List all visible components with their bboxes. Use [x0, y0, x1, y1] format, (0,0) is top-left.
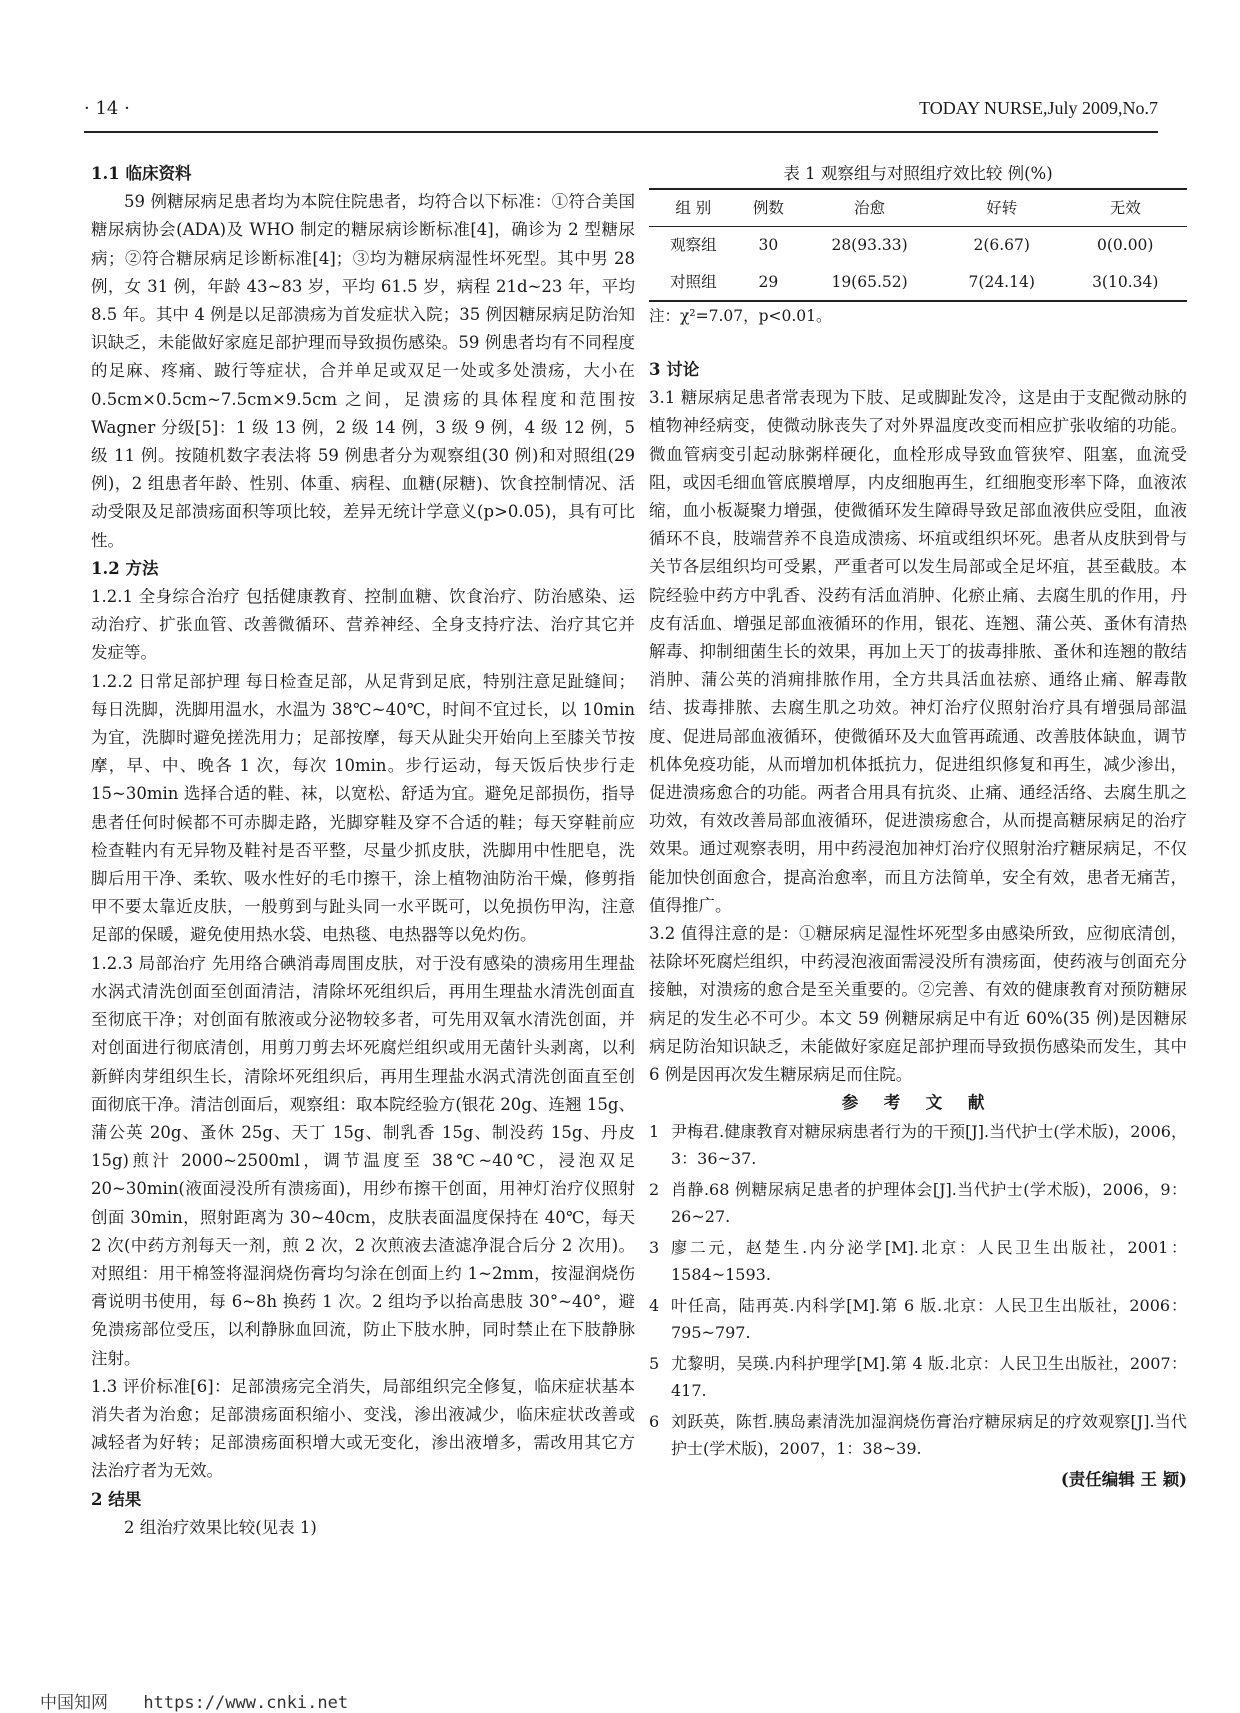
table-cell: 30 [758, 236, 779, 255]
right-column [649, 160, 1187, 1494]
section-1-2-3: 1.2.3 局部治疗 先用络合碘消毒周围皮肤，对于没有感染的溃疡用生理盐水涡式清洗创面至创面清洁，清除坏死组织后，再用生理盐水清洗创面直至彻底干净；对创面有脓液或分泌物较多者，可先用双氧水清洗创面，并对创面进行彻底清创，用剪刀剪去坏死腐烂组织或用无菌针头剥离，以利新鲜肉芽组织生长，清除坏死组织后，再用生理盐水涡式清洗创面直至创面彻底干净。清洁创面后，观察组：取本院经验方(银花 20g、连翘 15g、蒲公英 20g、蚤休 25g、天丁 15g、制乳香 15g、制没药 15g、丹皮 15g)煎汁 2000~2500ml，调节温度至 38℃~40℃，浸泡双足 20~30min(液面浸没所有溃疡面)，用纱布擦干创面，用神灯治疗仪照射创面 30min，照射距离为 30~40cm，皮肤表面温度保持在 40℃，每天 2 次(中药方剂每天一剂，煎 2 次，2 次煎液去渣滤净混合后分 2 次用)。对照组：用干棉签将湿润烧伤膏均匀涂在创面上约 1~2mm，按湿润烧伤膏说明书使用，每 6~8h 换药 1 次。2 组均予以抬高患肢 30°~40°，避免溃疡部位受压，以利静脉血回流，防止下肢水肿，同时禁止在下肢静脉注射。 [91, 953, 635, 1368]
table-header-row [649, 189, 1187, 227]
reference-item [649, 1350, 1187, 1404]
reference-text: 廖二元，赵楚生.内分泌学[M].北京：人民卫生出版社，2001：1584~1593. [671, 1237, 1187, 1284]
table-cell: 观察组 [670, 236, 717, 255]
references-title: 参 考 文 献 [841, 1093, 995, 1113]
reference-item [649, 1408, 1187, 1462]
section-2-title: 2 结果 [91, 1489, 142, 1509]
reference-item [649, 1118, 1187, 1172]
section-1-2-title: 1.2 方法 [91, 558, 159, 578]
reference-number: 4 [649, 1295, 660, 1315]
table-header-cell: 好转 [986, 199, 1018, 218]
table-cell: 7(24.14) [968, 272, 1035, 291]
cnki-url-link[interactable]: https://www.cnki.net [143, 1693, 349, 1713]
header-rule [84, 131, 1158, 133]
reference-text: 尤黎明，吴瑛.内科护理学[M].第 4 版.北京：人民卫生出版社，2007：417. [671, 1353, 1187, 1400]
table-header-cell: 治愈 [854, 199, 886, 218]
table-cell: 3(10.34) [1092, 272, 1159, 291]
table-cell: 对照组 [670, 272, 717, 291]
reference-text: 叶任高，陆再英.内科学[M].第 6 版.北京：人民卫生出版社，2006：795~797. [671, 1295, 1187, 1342]
reference-item [649, 1292, 1187, 1346]
table-header-cell: 无效 [1109, 199, 1141, 218]
left-column [91, 160, 635, 1542]
table-cell: 29 [758, 272, 779, 291]
table-1-note: 注：χ²=7.07，p<0.01。 [649, 306, 832, 325]
table-1 [649, 160, 1187, 330]
table-cell: 0(0.00) [1097, 236, 1154, 255]
section-1-3: 1.3 评价标准[6]：足部溃疡完全消失，局部组织完全修复，临床症状基本消失者为治愈；足部溃疡面积缩小、变浅，渗出液减少，临床症状改善或减轻者为好转；足部溃疡面积增大或无变化，渗出液增多，需改用其它方法治疗者为无效。 [91, 1376, 635, 1481]
section-3-1: 3.1 糖尿病足患者常表现为下肢、足或脚趾发冷，这是由于支配微动脉的植物神经病变，使微动脉丧失了对外界温度改变而相应扩张收缩的功能。微血管病变引起动脉粥样硬化，血栓形成导致血管狭窄、阻塞，血流受阻，或因毛细血管底膜增厚，内皮细胞再生，红细胞变形率下降，血液浓缩，血小板凝聚力增强，使微循环发生障碍导致足部血液供应受阻，血液循环不良，肢端营养不良造成溃疡、坏疽或组织坏死。患者从皮肤到骨与关节各层组织均可受累，严重者可以发生局部或全足坏疽，甚至截肢。本院经验中药方中乳香、没药有活血消肿、化瘀止痛、去腐生肌的作用，丹皮有活血、增强足部血液循环的作用，银花、连翘、蒲公英、蚤休有清热解毒、抑制细菌生长的效果，再加上天丁的拔毒排脓、蚤休和连翘的散结消肿、蒲公英的消痈排脓作用，全方共具活血祛瘀、通络止痛、解毒散结、拔毒排脓、去腐生肌之功效。神灯治疗仪照射治疗具有增强局部温度、促进局部血液循环，使微循环及大血管再疏通、改善肢体缺血，调节机体免疫功能，从而增加机体抵抗力，促进组织修复和再生，减少渗出，促进溃疡愈合的功能。两者合用具有抗炎、止痛、通经活络、去腐生肌之功效，有效改善局部血液循环，促进溃疡愈合，从而提高糖尿病足的治疗效果。通过观察表明，用中药浸泡加神灯治疗仪照射治疗糖尿病足，不仅能加快创面愈合，提高治愈率，而且方法简单，安全有效，患者无痛苦，值得推广。 [649, 388, 1187, 915]
section-3-title: 3 讨论 [649, 360, 700, 380]
table-cell: 19(65.52) [831, 272, 908, 291]
reference-number: 2 [649, 1179, 660, 1199]
table-row [649, 227, 1187, 264]
section-1-1-title: 1.1 临床资料 [91, 164, 192, 183]
references-list [649, 1118, 1187, 1462]
table-cell: 2(6.67) [973, 236, 1030, 255]
table-cell: 28(93.33) [831, 236, 908, 255]
reference-number: 1 [649, 1121, 660, 1141]
reference-text: 尹梅君.健康教育对糖尿病患者行为的干预[J].当代护士(学术版)，2006，3：36~37. [671, 1121, 1187, 1168]
reference-number: 5 [649, 1353, 660, 1373]
reference-text: 肖静.68 例糖尿病足患者的护理体会[J].当代护士(学术版)，2006，9：26~27. [671, 1179, 1187, 1226]
footer-watermark [40, 1688, 348, 1713]
table-1-title: 表 1 观察组与对照组疗效比较 例(%) [783, 164, 1053, 183]
reference-text: 刘跃英，陈哲.胰岛素清洗加湿润烧伤膏治疗糖尿病足的疗效观察[J].当代护士(学术版)，2007，1：38~39. [671, 1411, 1187, 1458]
section-3-2: 3.2 值得注意的是：①糖尿病足湿性坏死型多由感染所致，应彻底清创，祛除坏死腐烂组织，中药浸泡液面需浸没所有溃疡面，使药液与创面充分接触，对溃疡的愈合是至关重要的。②完善、有效的健康教育对预防糖尿病足的发生必不可少。本文 59 例糖尿病足中有近 60%(35 例)是因糖尿病足防治知识缺乏，未能做好家庭足部护理而导致损伤感染而发生，其中 6 例是因再次发生糖尿病足而住院。 [649, 924, 1187, 1085]
section-1-2-2: 1.2.2 日常足部护理 每日检查足部，从足背到足底，特别注意足趾缝间；每日洗脚，洗脚用温水，水温为 38℃~40℃，时间不宜过长，以 10min 为宜，洗脚时避免搓洗用力；足部按摩，每天从趾尖开始向上至膝关节按摩，早、中、晚各 1 次，每次 10min。步行运动，每天饭后快步行走 15~30min 选择合适的鞋、袜，以宽松、舒适为宜。避免足部损伤，指导患者任何时候都不可赤脚走路，光脚穿鞋及穿不合适的鞋；每天穿鞋前应检查鞋内有无异物及鞋衬是否平整，尽量少抓皮肤，洗脚用中性肥皂，洗脚后用干净、柔软、吸水性好的毛巾擦干，涂上植物油防治干燥，修剪指甲不要太靠近皮肤，一般剪到与趾头同一水平既可，以免损伤甲沟，注意足部的保暖，避免使用热水袋、电热毯、电热器等以免灼伤。 [91, 671, 635, 945]
editor-credit: (责任编辑 王 颖) [1060, 1469, 1187, 1489]
table-row [649, 264, 1187, 301]
reference-number: 3 [649, 1237, 660, 1257]
reference-item [649, 1176, 1187, 1230]
section-1-1-body: 59 例糖尿病足患者均为本院住院患者，均符合以下标准：①符合美国糖尿病协会(ADA)及 WHO 制定的糖尿病诊断标准[4]，确诊为 2 型糖尿病；②符合糖尿病足诊断标准[4]；③均为糖尿病湿性坏死型。其中男 28 例，女 31 例，年龄 43~83 岁，平均 61.5 岁，病程 21d~23 年，平均 8.5 年。其中 4 例是以足部溃疡为首发症状入院；35 例因糖尿病足防治知识缺乏，未能做好家庭足部护理而导致损伤感染。59 例患者均有不同程度的足麻、疼痛、跛行等症状，合并单足或双足一处或多处溃疡，大小在 0.5cm×0.5cm~7.5cm×9.5cm 之间，足溃疡的具体程度和范围按 Wagner 分级[5]：1 级 13 例，2 级 14 例，3 级 9 例，4 级 12 例，5 级 11 例。按随机数字表法将 59 例患者分为观察组(30 例)和对照组(29 例)，2 组患者年龄、性别、体重、病程、血糖(尿糖)、饮食控制情况、活动受限及足部溃疡面积等项比较，差异无统计学意义(p>0.05)，具有可比性。 [91, 192, 635, 550]
reference-item [649, 1234, 1187, 1288]
table-header-cell: 例数 [752, 199, 784, 218]
cnki-site-name: 中国知网 [40, 1693, 108, 1713]
section-2-body: 2 组治疗效果比较(见表 1) [124, 1517, 317, 1537]
table-1-grid [649, 188, 1187, 302]
page-number: · 14 · [84, 98, 130, 119]
table-header-cell: 组 别 [675, 199, 712, 218]
reference-number: 6 [649, 1411, 660, 1431]
journal-header: TODAY NURSE,July 2009,No.7 [919, 98, 1158, 118]
section-1-2-1: 1.2.1 全身综合治疗 包括健康教育、控制血糖、饮食治疗、防治感染、运动治疗、扩张血管、改善微循环、营养神经、全身支持疗法、治疗其它并发症等。 [91, 587, 635, 663]
